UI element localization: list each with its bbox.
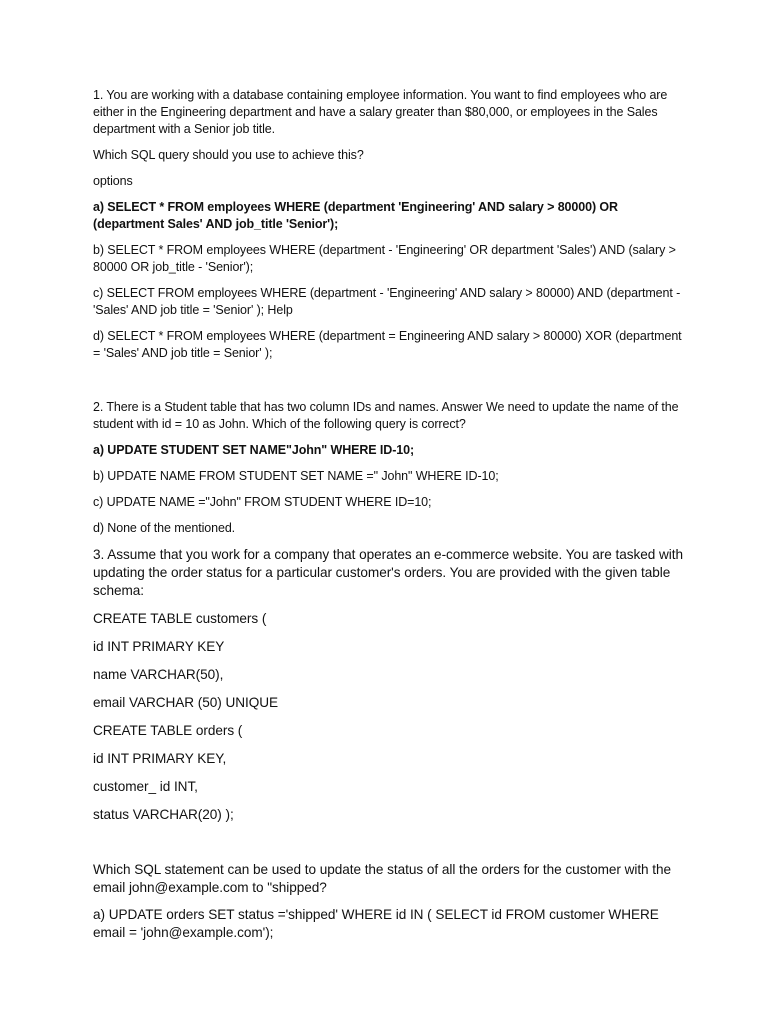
- schema-line: email VARCHAR (50) UNIQUE: [93, 695, 279, 710]
- document-page: [93, 87, 683, 942]
- schema-line: CREATE TABLE customers (: [93, 611, 267, 626]
- schema-line: customer_ id INT,: [93, 779, 198, 794]
- q2-option-d: d) None of the mentioned.: [93, 521, 236, 535]
- q1-option-d: d) SELECT * FROM employees WHERE (department = Engineering AND salary > 80000) XOR (department = 'Sales' AND job title = Senior' );: [93, 329, 682, 360]
- q1-stem: 1. You are working with a database containing employee information. You want to find employees who are either in the Engineering department and have a salary greater than $80,000, or employees in the Sales department with a Senior job title.: [93, 88, 668, 136]
- schema-line: CREATE TABLE orders (: [93, 723, 243, 738]
- q1-option-c: c) SELECT FROM employees WHERE (department - 'Engineering' AND salary > 80000) AND (department - 'Sales' AND job title = 'Senior' ); Help: [93, 286, 681, 317]
- q1-option-b: b) SELECT * FROM employees WHERE (department - 'Engineering' OR department 'Sales') AND (salary > 80000 OR job_title - 'Senior');: [93, 243, 676, 274]
- q2-option-a: a) UPDATE STUDENT SET NAME"John" WHERE ID-10;: [93, 443, 415, 457]
- q2-stem: 2. There is a Student table that has two column IDs and names. Answer We need to update the name of the student with id = 10 as John. Which of the following query is correct?: [93, 400, 679, 431]
- q2-option-b: b) UPDATE NAME FROM STUDENT SET NAME =" John" WHERE ID-10;: [93, 469, 499, 483]
- schema-line: status VARCHAR(20) );: [93, 807, 234, 822]
- q3-option-a: a) UPDATE orders SET status ='shipped' WHERE id IN ( SELECT id FROM customer WHERE email = 'john@example.com');: [93, 907, 659, 940]
- q1-option-a: a) SELECT * FROM employees WHERE (department 'Engineering' AND salary > 80000) OR (department Sales' AND job_title 'Senior');: [93, 200, 618, 231]
- schema-line: id INT PRIMARY KEY: [93, 639, 225, 654]
- q2-option-c: c) UPDATE NAME ="John" FROM STUDENT WHERE ID=10;: [93, 495, 432, 509]
- q1-options-label: options: [93, 174, 133, 188]
- q3-stem: 3. Assume that you work for a company that operates an e-commerce website. You are tasked with updating the order status for a particular customer's orders. You are provided with the given table schema:: [93, 547, 683, 598]
- schema-line: id INT PRIMARY KEY,: [93, 751, 227, 766]
- q1-question: Which SQL query should you use to achieve this?: [93, 148, 364, 162]
- schema-line: name VARCHAR(50),: [93, 667, 224, 682]
- q3-question: Which SQL statement can be used to update the status of all the orders for the customer with the email john@example.com to "shipped?: [93, 862, 672, 895]
